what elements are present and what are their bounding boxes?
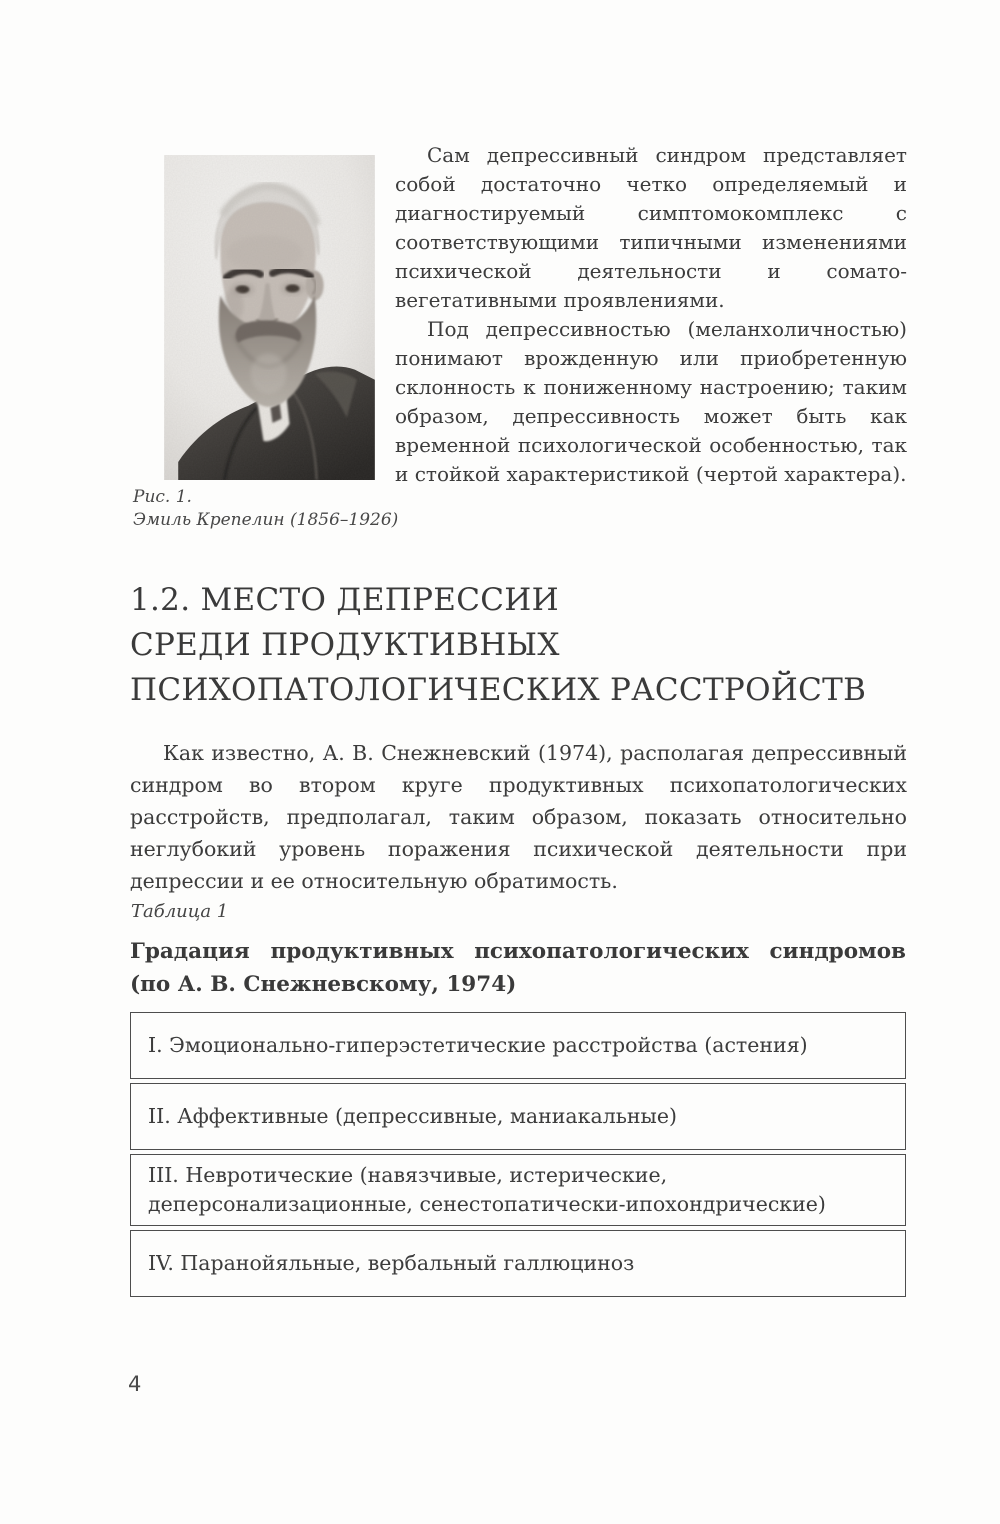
page-number: 4 [128,1372,142,1396]
table-row-4: IV. Паранойяльные, вербальный галлюциноз [130,1230,906,1297]
kraepelin-portrait-figure [164,155,375,480]
section-paragraph: Как известно, А. В. Снежневский (1974), располагая депрессивный синдром во втором круге продуктивных психопатологических расстройств, предполагал, таким образом, показать относительно неглубокий уровень поражения психической деятельности при депрессии и ее относительную обратимость. [130,741,907,893]
section-heading [130,578,945,713]
figure-caption [133,486,413,532]
table-title-line-1: Градация продуктивных психопатологических синдромов [130,939,906,964]
section-heading-line-1: 1.2. МЕСТО ДЕПРЕССИИ [130,582,559,618]
intro-text-column [395,141,907,489]
table-label: Таблица 1 [131,901,229,922]
gradation-table [130,1012,906,1297]
intro-paragraph-1: Сам депрессивный синдром представляет собой достаточно четко определяемый и диагностируемый симптомокомплекс с соответствующими типичными изменениями психической деятельности и сомато-вегетативными проявлениями. [395,143,907,312]
figure-caption-name: Эмиль Крепелин (1856–1926) [133,510,399,530]
intro-paragraph-2: Под депрессивностью (меланхоличностью) понимают врожденную или приобретенную склонность к пониженному настроению; таким образом, депрессивность может быть как временной психологической особенностью, так и стойкой характеристикой (чертой характера). [395,317,907,486]
section-heading-line-3: ПСИХОПАТОЛОГИЧЕСКИХ РАССТРОЙСТВ [130,672,867,708]
table-row-1: I. Эмоционально-гиперэстетические расстройства (астения) [130,1012,906,1079]
table-title-line-2: (по А. В. Снежневскому, 1974) [130,972,517,997]
table-row-2: II. Аффективные (депрессивные, маниакальные) [130,1083,906,1150]
table-row-3: III. Невротические (навязчивые, истерические, деперсонализационные, сенестопатически-ипохондрические) [130,1154,906,1226]
section-heading-line-2: СРЕДИ ПРОДУКТИВНЫХ [130,627,560,663]
kraepelin-portrait-image [164,155,375,480]
table-title [130,935,906,1001]
figure-caption-number: Рис. 1. [133,487,192,507]
